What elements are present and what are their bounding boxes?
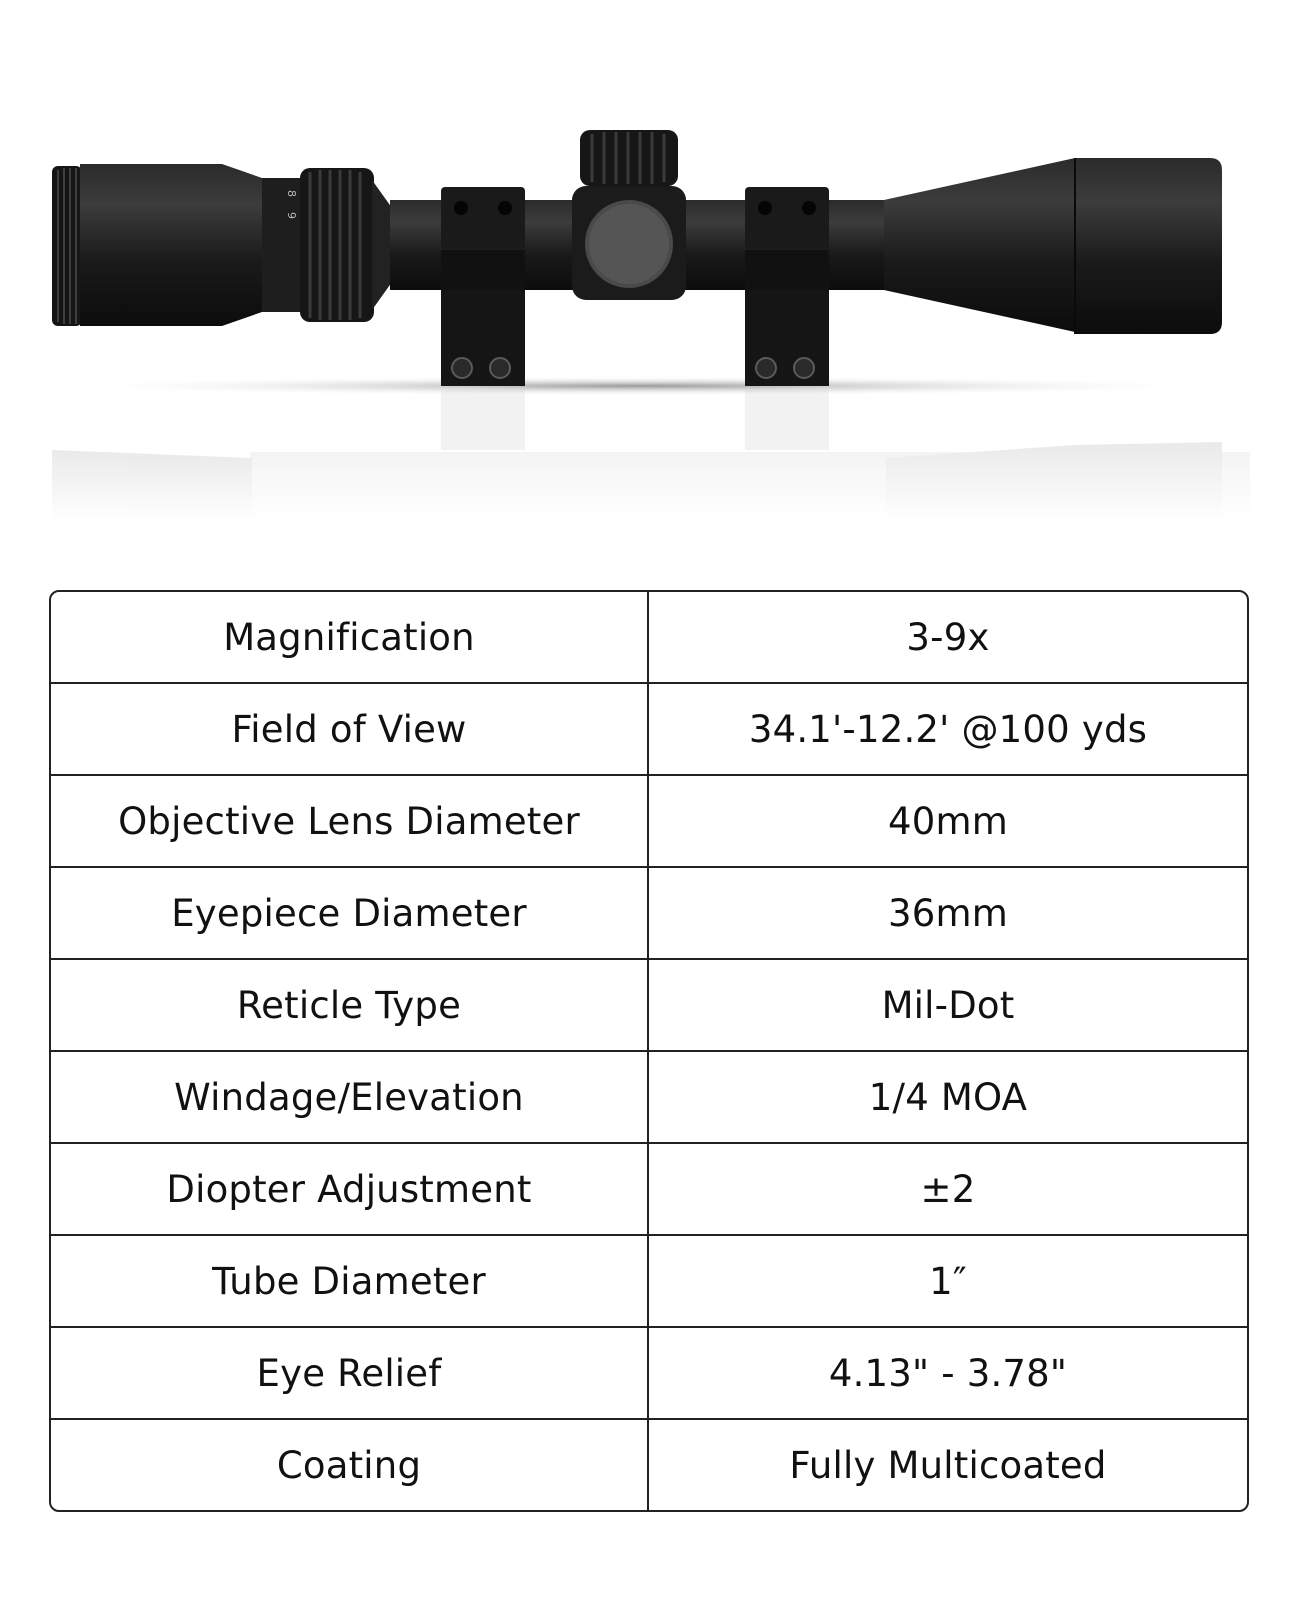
spec-row: [51, 868, 1247, 960]
spec-row: [51, 1144, 1247, 1236]
spec-row: [51, 592, 1247, 684]
spec-row: [51, 1420, 1247, 1510]
spec-value: Fully Multicoated: [789, 1443, 1107, 1487]
spec-label: Tube Diameter: [51, 1236, 649, 1328]
spec-row: [51, 1052, 1247, 1144]
spec-label: Eye Relief: [51, 1328, 649, 1420]
spec-table: [49, 590, 1249, 1512]
spec-row: [51, 776, 1247, 868]
objective-bell: [884, 158, 1222, 334]
spec-label: Reticle Type: [51, 960, 649, 1052]
elevation-turret: [572, 130, 686, 300]
spec-value: Mil-Dot: [649, 960, 1247, 1052]
spec-value: 34.1'-12.2' @100 yds: [649, 684, 1247, 776]
spec-label: Diopter Adjustment: [51, 1144, 649, 1236]
rifle-scope-icon: [0, 100, 1300, 560]
svg-text:9: 9: [285, 212, 298, 219]
spec-value: 3-9x: [649, 592, 1247, 684]
spec-label: Windage/Elevation: [51, 1052, 649, 1144]
spec-value: 40mm: [649, 776, 1247, 868]
svg-text:8: 8: [285, 190, 298, 197]
spec-label: Field of View: [51, 684, 649, 776]
spec-row: [51, 1328, 1247, 1420]
spec-value: 1″: [649, 1236, 1247, 1328]
spec-label: Magnification: [51, 592, 649, 684]
spec-row: [51, 960, 1247, 1052]
spec-label: Coating: [51, 1420, 649, 1510]
spec-label: Objective Lens Diameter: [51, 776, 649, 868]
scope-reflection: [52, 390, 1250, 522]
eyepiece: [52, 164, 392, 326]
spec-value: 36mm: [649, 868, 1247, 960]
spec-value: ±2: [649, 1144, 1247, 1236]
rifle-scope-image: [0, 100, 1300, 560]
scope-ring-right: [745, 187, 829, 386]
spec-row: [51, 1236, 1247, 1328]
scope-ring-left: [441, 187, 525, 386]
spec-label: Eyepiece Diameter: [51, 868, 649, 960]
spec-row: [51, 684, 1247, 776]
spec-value: 1/4 MOA: [649, 1052, 1247, 1144]
spec-value: 4.13" - 3.78": [649, 1328, 1247, 1420]
